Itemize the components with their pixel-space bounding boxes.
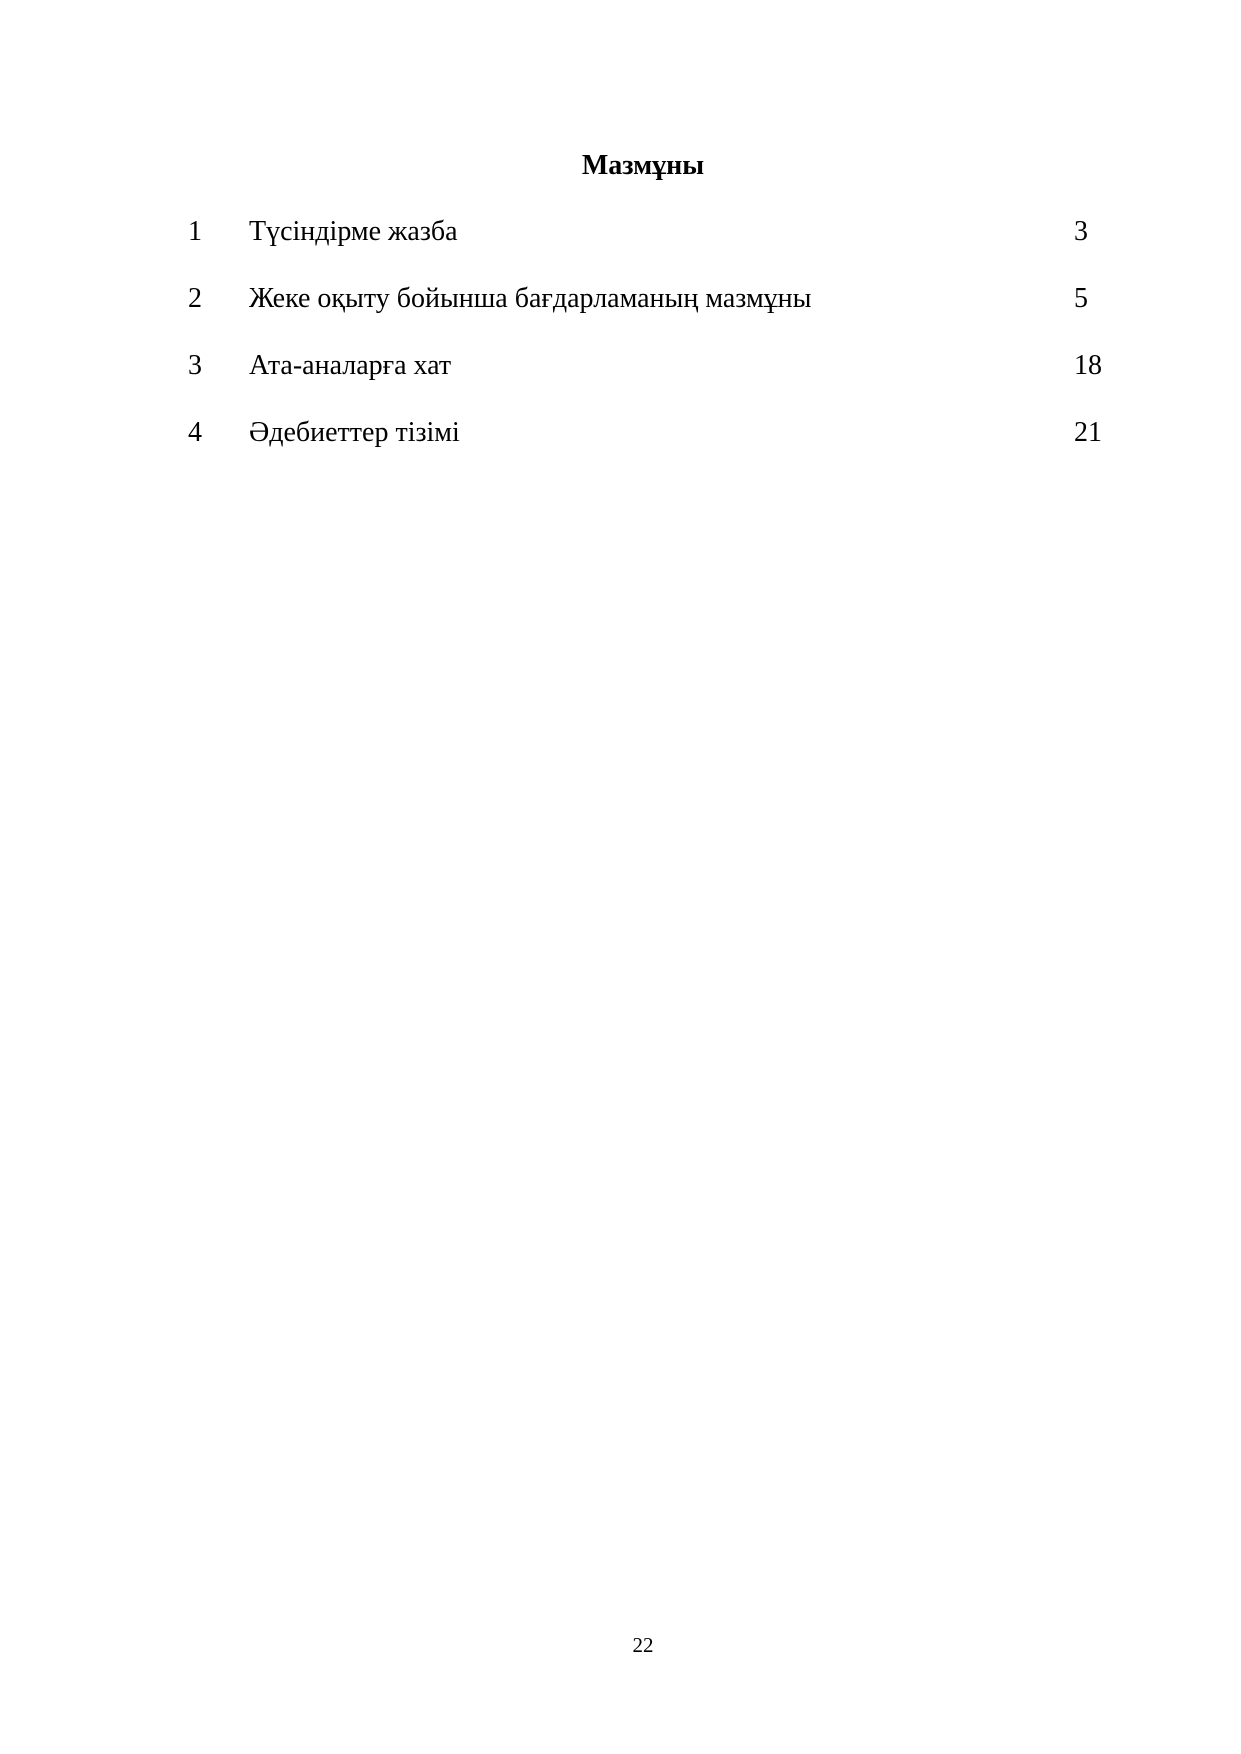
toc-entry — [188, 415, 1108, 482]
toc-entry — [188, 281, 1108, 348]
toc-entry-number: 3 — [188, 350, 202, 381]
toc-entry-page: 21 — [1074, 417, 1102, 448]
toc-entry-number: 2 — [188, 283, 202, 314]
page-title: Мазмұны — [581, 150, 705, 181]
toc-entry-number: 4 — [188, 417, 202, 448]
toc-entry-number: 1 — [188, 216, 202, 247]
table-of-contents — [188, 214, 1108, 482]
toc-entry — [188, 348, 1108, 415]
toc-entry — [188, 214, 1108, 281]
toc-entry-label: Түсіндірме жазба — [249, 216, 458, 247]
toc-entry-label: Жеке оқыту бойынша бағдарламаның мазмұны — [249, 283, 812, 314]
toc-entry-label: Әдебиеттер тізімі — [249, 417, 460, 448]
toc-entry-page: 5 — [1074, 283, 1088, 314]
page-number: 22 — [632, 1633, 654, 1657]
toc-entry-label: Ата-аналарға хат — [249, 350, 452, 381]
toc-entry-page: 3 — [1074, 216, 1088, 247]
toc-entry-page: 18 — [1074, 350, 1102, 381]
